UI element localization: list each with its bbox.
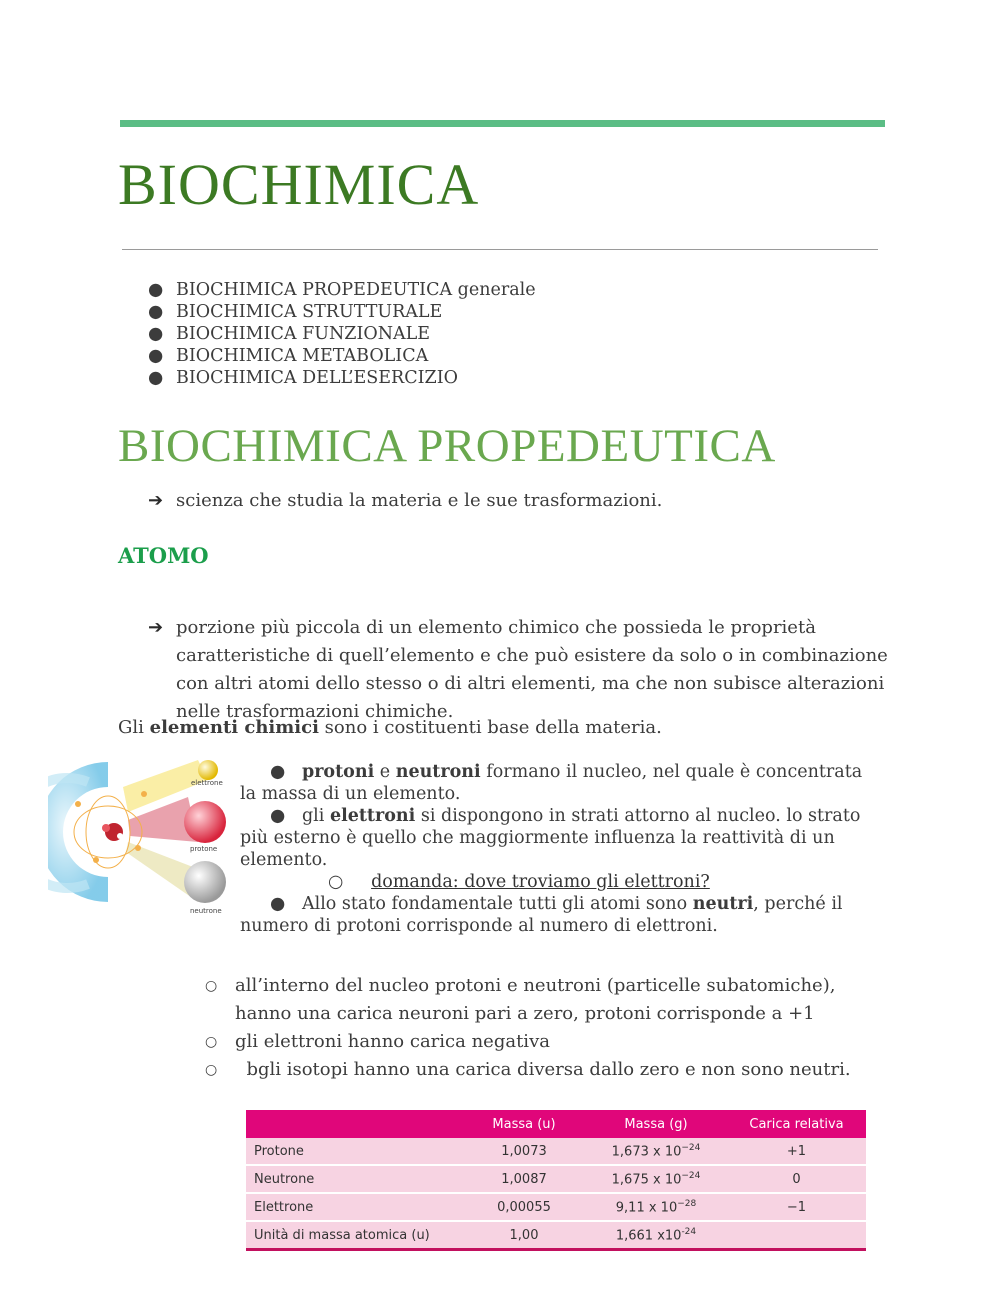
table-header: Massa (u) Massa (g) Carica relativa bbox=[246, 1110, 866, 1138]
particles-table bbox=[246, 1110, 866, 1251]
list-item: ○ all’interno del nucleo protoni e neutroni (particelle subatomiche), hanno una carica neuroni pari a zero, protoni corrisponde a +1 bbox=[205, 975, 836, 1024]
table-row: Protone 1,0073 1,673 x $10^{-24}$ +1 bbox=[246, 1138, 866, 1165]
toc-item: ● BIOCHIMICA FUNZIONALE bbox=[148, 324, 431, 344]
title-underline bbox=[122, 249, 878, 250]
table-row: Neutrone 1,0087 1,675 x $10^{-24}$ 0 bbox=[246, 1165, 866, 1193]
bullet-item: ● gli elettroni si dispongono in strati attorno al nucleo. lo strato più esterno è quello che maggiormente influenza la reattività di un elemento. bbox=[240, 806, 861, 870]
label-electron: elettrone bbox=[191, 779, 223, 787]
document-title: BIOCHIMICA bbox=[118, 152, 480, 217]
atomo-definition: ➔ porzione più piccola di un elemento chimico che possieda le proprietà caratteristiche di quell’elemento e che può esistere da solo o in combinazione con altri atomi dello stesso o di altri elementi, ma che non subisce alterazioni nelle trasformazioni chimiche. bbox=[148, 614, 896, 726]
table-row: Unità di massa atomica (u) 1,00 1,661 $x10^{-24}$ bbox=[246, 1221, 866, 1250]
bullet-item: ● protoni e neutroni formano il nucleo, nel quale è concentrata la massa di un elemento. bbox=[240, 762, 863, 804]
label-neutron: neutrone bbox=[190, 907, 222, 914]
arrow-icon: ➔ bbox=[148, 617, 164, 638]
elements-paragraph: Gli elementi chimici sono i costituenti base della materia. bbox=[118, 717, 662, 738]
top-rule bbox=[120, 120, 885, 127]
arrow-icon: ➔ bbox=[148, 490, 164, 511]
section-title: BIOCHIMICA PROPEDEUTICA bbox=[118, 420, 776, 472]
toc-item: ● BIOCHIMICA METABOLICA bbox=[148, 346, 429, 366]
atom-illustration bbox=[48, 752, 230, 914]
question-item: ○ domanda: dove troviamo gli elettroni? bbox=[328, 872, 710, 892]
atomo-heading: ATOMO bbox=[118, 543, 209, 568]
bullet-item: ● Allo stato fondamentale tutti gli atomi sono neutri, perché il numero di protoni corrisponde al numero di elettroni. bbox=[240, 894, 843, 936]
particle-bullets bbox=[240, 761, 880, 937]
list-item: ○ gli elettroni hanno carica negativa bbox=[205, 1031, 550, 1052]
toc-item: ● BIOCHIMICA DELL’ESERCIZIO bbox=[148, 368, 458, 388]
definition-item: ➔ scienza che studia la materia e le sue trasformazioni. bbox=[148, 487, 1000, 515]
table-row: Elettrone 0,00055 9,11 x $10^{-28}$ −1 bbox=[246, 1193, 866, 1221]
charge-notes bbox=[205, 972, 865, 1084]
label-proton: protone bbox=[190, 845, 218, 853]
list-item: ○ bgli isotopi hanno una carica diversa dallo zero e non sono neutri. bbox=[205, 1059, 851, 1080]
toc-item: ● BIOCHIMICA PROPEDEUTICA generale bbox=[148, 280, 536, 300]
toc-item: ● BIOCHIMICA STRUTTURALE bbox=[148, 302, 443, 322]
toc-list bbox=[148, 279, 536, 389]
